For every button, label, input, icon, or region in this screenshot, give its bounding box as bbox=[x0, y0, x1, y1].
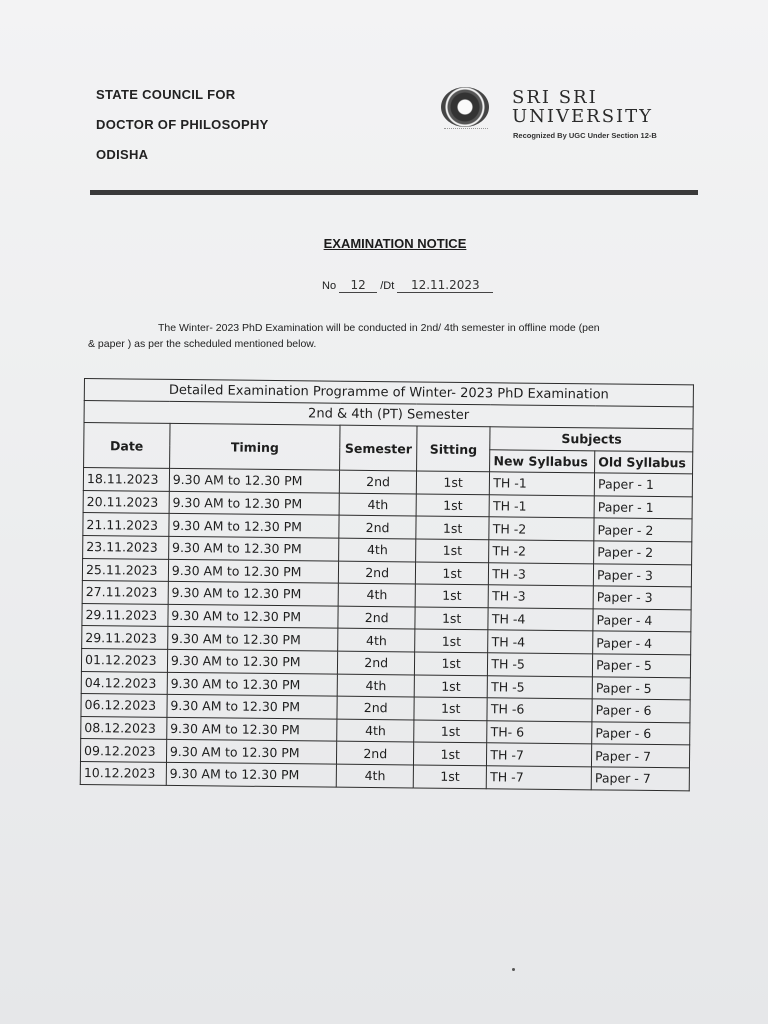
cell-timing: 9.30 AM to 12.30 PM bbox=[169, 469, 340, 493]
notice-no-value: 12 bbox=[339, 278, 377, 293]
cell-new-syllabus: TH -7 bbox=[487, 766, 592, 790]
cell-semester: 4th bbox=[339, 493, 416, 516]
cell-timing: 9.30 AM to 12.30 PM bbox=[168, 582, 339, 606]
exam-schedule-table bbox=[80, 378, 694, 791]
header-timing: Timing bbox=[169, 423, 340, 470]
cell-old-syllabus: Paper - 1 bbox=[594, 473, 692, 497]
university-recognition: Recognized By UGC Under Section 12-B bbox=[513, 131, 657, 140]
cell-date: 29.11.2023 bbox=[82, 603, 168, 626]
cell-timing: 9.30 AM to 12.30 PM bbox=[166, 740, 337, 764]
cell-old-syllabus: Paper - 4 bbox=[593, 609, 691, 633]
cell-sitting: 1st bbox=[415, 584, 489, 607]
council-line-3: ODISHA bbox=[96, 147, 149, 162]
cell-timing: 9.30 AM to 12.30 PM bbox=[167, 627, 338, 651]
cell-sitting: 1st bbox=[416, 516, 490, 539]
cell-semester: 4th bbox=[338, 674, 415, 697]
university-seal-icon bbox=[441, 87, 489, 127]
seal-caption-mark bbox=[444, 128, 488, 131]
cell-semester: 2nd bbox=[339, 561, 416, 584]
university-name bbox=[512, 88, 653, 126]
cell-new-syllabus: TH -4 bbox=[488, 630, 593, 654]
cell-date: 04.12.2023 bbox=[81, 671, 167, 694]
cell-sitting: 1st bbox=[414, 675, 488, 698]
cell-old-syllabus: Paper - 1 bbox=[594, 496, 692, 520]
cell-sitting: 1st bbox=[415, 629, 489, 652]
cell-date: 23.11.2023 bbox=[83, 535, 169, 558]
cell-new-syllabus: TH -3 bbox=[488, 585, 593, 609]
cell-timing: 9.30 AM to 12.30 PM bbox=[168, 559, 339, 583]
cell-sitting: 1st bbox=[416, 539, 490, 562]
notice-intro bbox=[88, 320, 708, 352]
cell-timing: 9.30 AM to 12.30 PM bbox=[169, 514, 340, 538]
cell-timing: 9.30 AM to 12.30 PM bbox=[167, 672, 338, 696]
cell-old-syllabus: Paper - 7 bbox=[592, 744, 690, 768]
cell-date: 21.11.2023 bbox=[83, 513, 169, 536]
cell-sitting: 1st bbox=[415, 562, 489, 585]
cell-old-syllabus: Paper - 7 bbox=[591, 767, 689, 791]
cell-sitting: 1st bbox=[416, 471, 490, 494]
cell-date: 06.12.2023 bbox=[81, 694, 167, 717]
cell-sitting: 1st bbox=[414, 652, 488, 675]
cell-semester: 2nd bbox=[337, 696, 414, 719]
header-new-syllabus: New Syllabus bbox=[490, 449, 595, 473]
intro-line-2: & paper ) as per the scheduled mentioned below. bbox=[88, 338, 317, 350]
cell-old-syllabus: Paper - 3 bbox=[593, 586, 691, 610]
cell-sitting: 1st bbox=[414, 720, 488, 743]
cell-semester: 2nd bbox=[337, 741, 414, 764]
cell-timing: 9.30 AM to 12.30 PM bbox=[167, 717, 338, 741]
cell-old-syllabus: Paper - 5 bbox=[592, 654, 690, 678]
cell-new-syllabus: TH- 6 bbox=[487, 720, 592, 744]
header-date: Date bbox=[84, 423, 170, 469]
cell-sitting: 1st bbox=[415, 607, 489, 630]
cell-date: 09.12.2023 bbox=[80, 739, 166, 762]
cell-new-syllabus: TH -5 bbox=[488, 675, 593, 699]
cell-sitting: 1st bbox=[414, 697, 488, 720]
cell-timing: 9.30 AM to 12.30 PM bbox=[168, 536, 339, 560]
cell-old-syllabus: Paper - 4 bbox=[593, 631, 691, 655]
header-semester: Semester bbox=[340, 425, 417, 471]
cell-new-syllabus: TH -4 bbox=[488, 607, 593, 631]
cell-semester: 2nd bbox=[338, 606, 415, 629]
cell-semester: 2nd bbox=[340, 470, 417, 493]
cell-timing: 9.30 AM to 12.30 PM bbox=[168, 604, 339, 628]
cell-date: 18.11.2023 bbox=[83, 468, 169, 491]
header-old-syllabus: Old Syllabus bbox=[595, 450, 693, 474]
notice-title: EXAMINATION NOTICE bbox=[323, 236, 467, 251]
notice-reference bbox=[322, 278, 493, 293]
cell-timing: 9.30 AM to 12.30 PM bbox=[167, 649, 338, 673]
cell-old-syllabus: Paper - 6 bbox=[592, 722, 690, 746]
cell-date: 01.12.2023 bbox=[81, 648, 167, 671]
cell-semester: 4th bbox=[337, 719, 414, 742]
cell-old-syllabus: Paper - 2 bbox=[594, 518, 692, 542]
cell-new-syllabus: TH -1 bbox=[489, 495, 594, 519]
university-name-line-2: UNIVERSITY bbox=[512, 106, 654, 127]
cell-timing: 9.30 AM to 12.30 PM bbox=[167, 695, 338, 719]
cell-old-syllabus: Paper - 5 bbox=[592, 676, 690, 700]
cell-old-syllabus: Paper - 3 bbox=[593, 563, 691, 587]
notice-date-label: /Dt bbox=[380, 280, 395, 292]
council-name bbox=[96, 80, 269, 170]
cell-semester: 2nd bbox=[339, 516, 416, 539]
university-name-line-1: SRI SRI bbox=[512, 87, 598, 108]
cell-sitting: 1st bbox=[413, 765, 487, 788]
cell-new-syllabus: TH -5 bbox=[488, 653, 593, 677]
cell-timing: 9.30 AM to 12.30 PM bbox=[169, 491, 340, 515]
cell-semester: 4th bbox=[337, 764, 414, 787]
cell-new-syllabus: TH -6 bbox=[487, 698, 592, 722]
cell-date: 29.11.2023 bbox=[82, 626, 168, 649]
ink-dot bbox=[512, 968, 515, 971]
cell-date: 25.11.2023 bbox=[82, 558, 168, 581]
cell-semester: 4th bbox=[339, 538, 416, 561]
cell-old-syllabus: Paper - 2 bbox=[594, 541, 692, 565]
table-subtitle: 2nd & 4th (PT) Semester bbox=[84, 401, 693, 429]
cell-new-syllabus: TH -2 bbox=[489, 540, 594, 564]
cell-new-syllabus: TH -7 bbox=[487, 743, 592, 767]
cell-old-syllabus: Paper - 6 bbox=[592, 699, 690, 723]
table-title: Detailed Examination Programme of Winter- 2023 PhD Examination bbox=[84, 379, 693, 407]
cell-timing: 9.30 AM to 12.30 PM bbox=[166, 762, 337, 786]
cell-new-syllabus: TH -1 bbox=[490, 472, 595, 496]
exam-schedule-table-wrap bbox=[80, 378, 718, 791]
header-divider bbox=[90, 190, 698, 195]
cell-semester: 4th bbox=[339, 583, 416, 606]
schedule-rows bbox=[80, 468, 692, 791]
council-line-2: DOCTOR OF PHILOSOPHY bbox=[96, 117, 269, 132]
cell-date: 27.11.2023 bbox=[82, 581, 168, 604]
cell-sitting: 1st bbox=[416, 494, 490, 517]
header-subjects: Subjects bbox=[490, 427, 693, 452]
notice-title-wrap bbox=[0, 236, 768, 251]
notice-no-label: No bbox=[322, 280, 337, 292]
cell-sitting: 1st bbox=[413, 742, 487, 765]
notice-date-value: 12.11.2023 bbox=[397, 278, 493, 293]
cell-new-syllabus: TH -3 bbox=[489, 562, 594, 586]
header-sitting: Sitting bbox=[417, 426, 491, 472]
cell-new-syllabus: TH -2 bbox=[489, 517, 594, 541]
cell-date: 20.11.2023 bbox=[83, 490, 169, 513]
intro-line-1: The Winter- 2023 PhD Examination will be conducted in 2nd/ 4th semester in offline mode (pen bbox=[158, 322, 600, 334]
cell-semester: 2nd bbox=[338, 651, 415, 674]
council-line-1: STATE COUNCIL FOR bbox=[96, 87, 236, 102]
cell-date: 10.12.2023 bbox=[80, 761, 166, 784]
cell-semester: 4th bbox=[338, 629, 415, 652]
cell-date: 08.12.2023 bbox=[81, 716, 167, 739]
